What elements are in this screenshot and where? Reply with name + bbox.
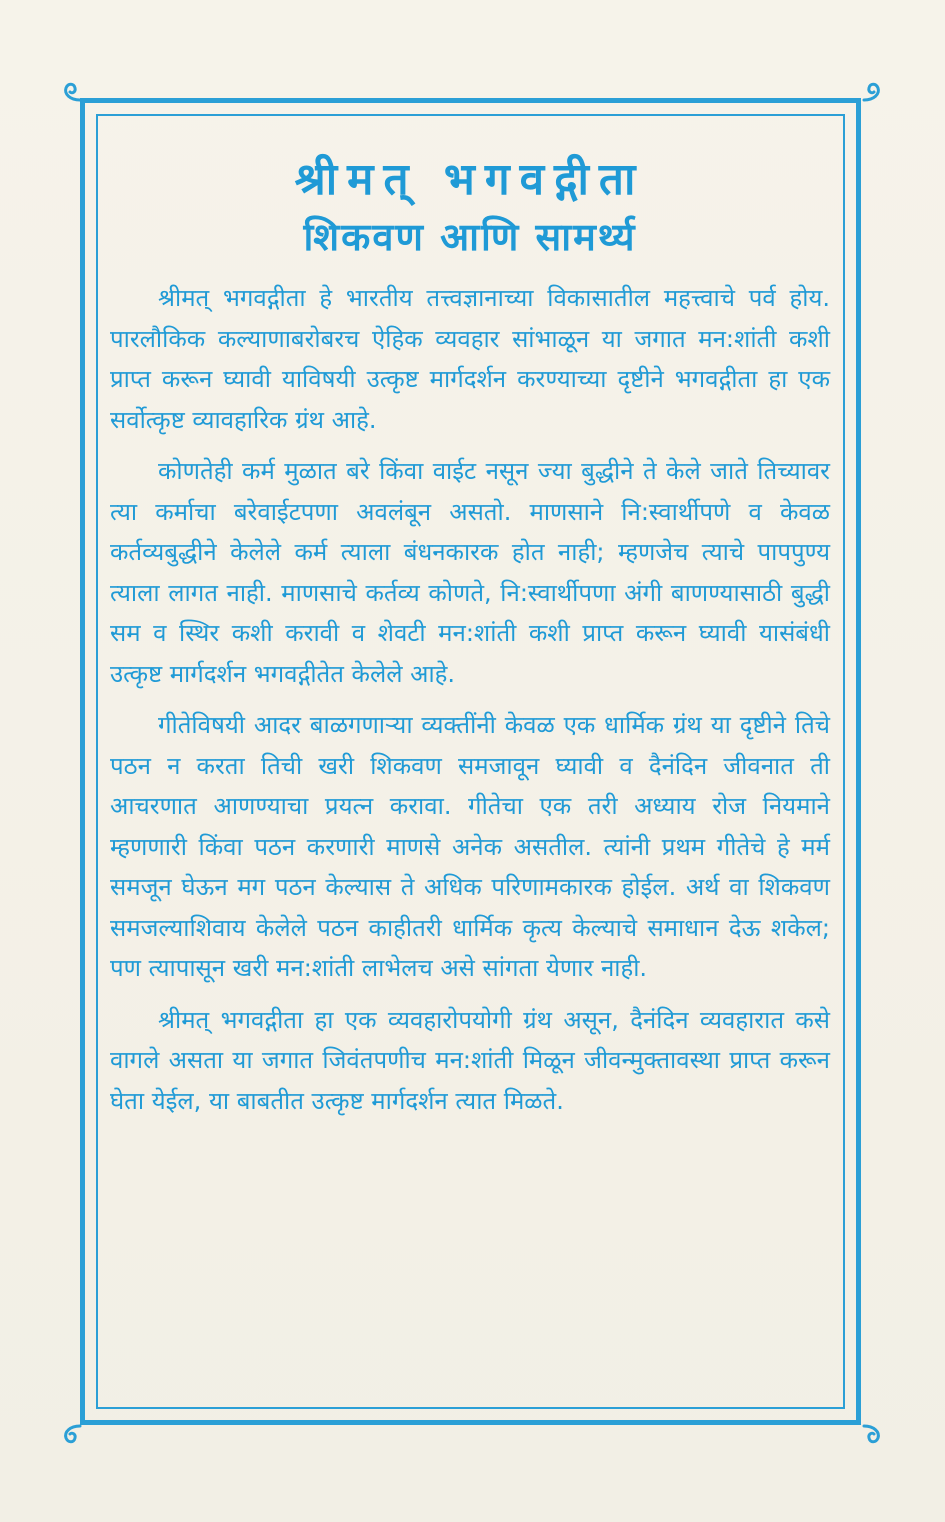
paragraph: गीतेविषयी आदर बाळगणाऱ्या व्यक्तींनी केवळ एक धार्मिक ग्रंथ या दृष्टीने तिचे पठन न करता तिची खरी शिकवण समजावून घ्यावी व दैनंदिन जीवनात ती आचरणात आणण्याचा प्रयत्न करावा. गीतेचा एक तरी अध्याय रोज नियमाने म्हणणारी किंवा पठन करणारी माणसे अनेक असतील. त्यांनी प्रथम गीतेचे हे मर्म समजून घेऊन मग पठन केल्यास ते अधिक परिणामकारक होईल. अर्थ वा शिकवण समजल्याशिवाय केलेले पठन काहीतरी धार्मिक कृत्य केल्याचे समाधान देऊ शकेल; पण त्यापासून खरी मन:शांती लाभेलच असे सांगता येणार नाही.	[110, 711, 830, 982]
corner-flourish-icon	[848, 80, 884, 116]
document-body	[110, 150, 830, 1121]
document-title: श्रीमत् भगवद्गीता	[294, 154, 646, 205]
paragraph: श्रीमत् भगवद्गीता हा एक व्यवहारोपयोगी ग्रंथ असून, दैनंदिन व्यवहारात कसे वागले असता या जगात जिवंतपणीच मन:शांती मिळून जीवन्मुक्तावस्था प्राप्त करून घेता येईल, या बाबतीत उत्कृष्ट मार्गदर्शन त्यात मिळते.	[110, 1005, 830, 1115]
document-subtitle: शिकवण आणि सामर्थ्य	[303, 215, 637, 259]
corner-flourish-icon	[848, 1410, 884, 1446]
paragraph: कोणतेही कर्म मुळात बरे किंवा वाईट नसून ज्या बुद्धीने ते केले जाते तिच्यावर त्या कर्माचा बरेवाईटपणा अवलंबून असतो. माणसाने नि:स्वार्थीपणे व केवळ कर्तव्यबुद्धीने केलेले कर्म त्याला बंधनकारक होत नाही; म्हणजेच त्याचे पापपुण्य त्याला लागत नाही. माणसाचे कर्तव्य कोणते, नि:स्वार्थीपणा अंगी बाणण्यासाठी बुद्धी सम व स्थिर कशी करावी व शेवटी मन:शांती कशी प्राप्त करून घ्यावी यासंबंधी उत्कृष्ट मार्गदर्शन भगवद्गीतेत केलेले आहे.	[110, 457, 830, 688]
corner-flourish-icon	[60, 1410, 96, 1446]
corner-flourish-icon	[60, 80, 96, 116]
paragraph: श्रीमत् भगवद्गीता हे भारतीय तत्त्वज्ञानाच्या विकासातील महत्त्वाचे पर्व होय. पारलौकिक कल्याणाबरोबरच ऐहिक व्यवहार सांभाळून या जगात मन:शांती कशी प्राप्त करून घ्यावी याविषयी उत्कृष्ट मार्गदर्शन करण्याच्या दृष्टीने भगवद्गीता हा एक सर्वोत्कृष्ट व्यावहारिक ग्रंथ आहे.	[110, 284, 830, 434]
